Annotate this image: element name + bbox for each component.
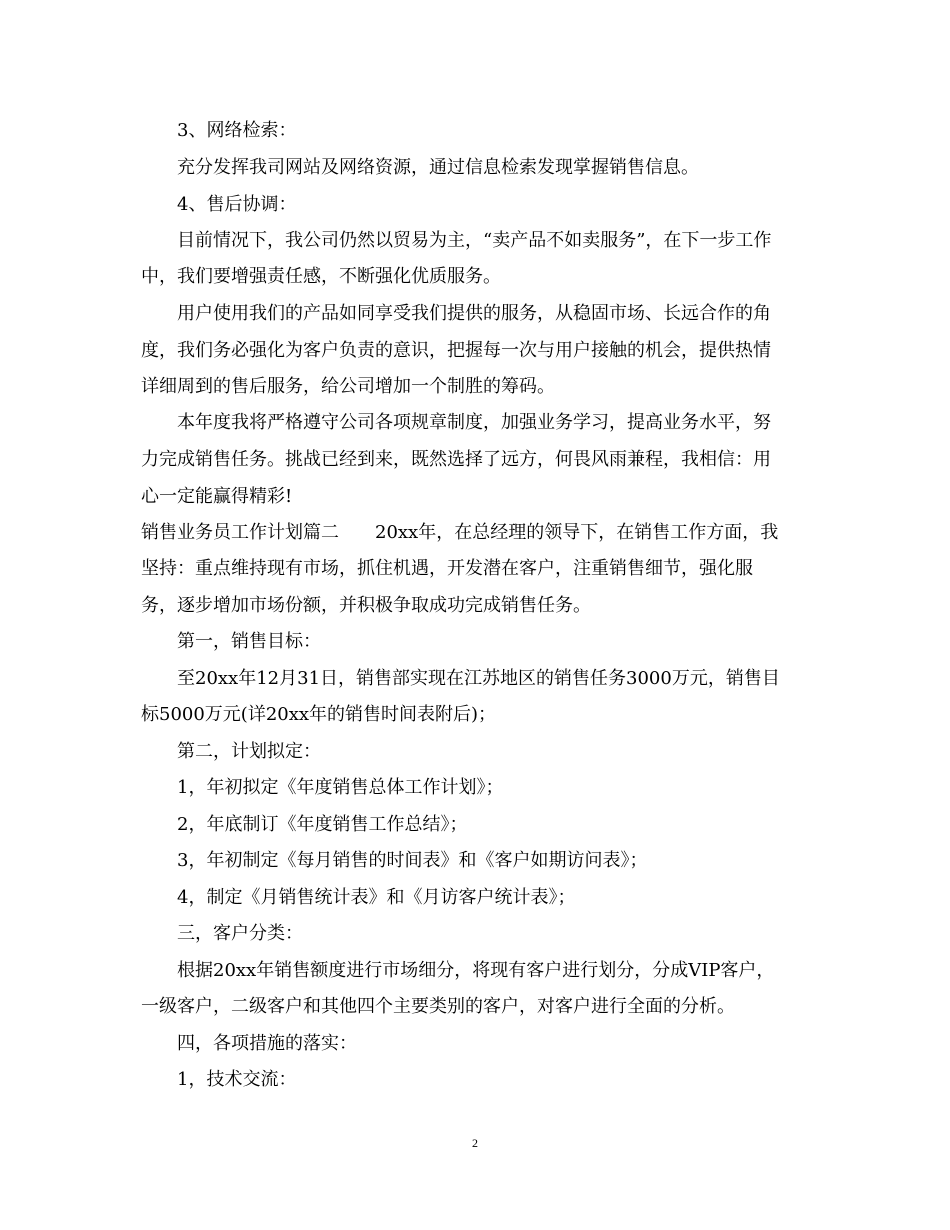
body-line: 2，年底制订《年度销售工作总结》；: [177, 814, 468, 835]
body-line: 第二，计划拟定：: [177, 741, 321, 762]
body-line: 4，制定《月销售统计表》和《月访客户统计表》；: [177, 887, 576, 908]
body-line: 用户使用我们的产品如同享受我们提供的服务，从稳固市场、长远合作的角: [177, 303, 771, 324]
body-line: 一级客户，二级客户和其他四个主要类别的客户，对客户进行全面的分析。: [141, 996, 735, 1017]
body-line: 四，各项措施的落实：: [177, 1033, 357, 1054]
body-line: 三，客户分类：: [177, 923, 303, 944]
body-line: 心一定能赢得精彩!: [141, 486, 293, 507]
body-line: 至20xx年12月31日，销售部实现在江苏地区的销售任务3000万元，销售目: [177, 668, 780, 689]
body-line: 1，技术交流：: [177, 1069, 297, 1090]
body-line: 1，年初拟定《年度销售总体工作计划》；: [177, 777, 504, 798]
body-line: 目前情况下，我公司仍然以贸易为主，“卖产品不如卖服务”，在下一步工作: [177, 230, 772, 251]
body-line: 中，我们要增强责任感，不断强化优质服务。: [141, 266, 501, 287]
body-line: 度，我们务必强化为客户负责的意识，把握每一次与用户接触的机会，提供热情: [141, 340, 771, 361]
body-line: 本年度我将严格遵守公司各项规章制度，加强业务学习，提高业务水平，努: [177, 412, 771, 433]
body-line: 标5000万元(详20xx年的销售时间表附后)；: [141, 704, 497, 725]
page-number: 2: [472, 1136, 478, 1150]
section-heading-line: 销售业务员工作计划篇二 20xx年，在总经理的领导下，在销售工作方面，我: [141, 522, 779, 543]
body-line: 务，逐步增加市场份额，并积极争取成功完成销售任务。: [141, 595, 591, 616]
body-line: 详细周到的售后服务，给公司增加一个制胜的筹码。: [141, 376, 555, 397]
body-line: 根据20xx年销售额度进行市场细分，将现有客户进行划分，分成VIP客户，: [177, 960, 775, 981]
body-line: 第一，销售目标：: [177, 631, 321, 652]
body-line: 充分发挥我司网站及网络资源，通过信息检索发现掌握销售信息。: [177, 157, 699, 178]
body-line: 力完成销售任务。挑战已经到来，既然选择了远方，何畏风雨兼程，我相信：用: [141, 449, 771, 470]
body-line: 3，年初制定《每月销售的时间表》和《客户如期访问表》；: [177, 850, 648, 871]
body-line: 坚持：重点维持现有市场，抓住机遇，开发潜在客户，注重销售细节，强化服: [141, 558, 753, 579]
body-line: 4、售后协调：: [177, 194, 297, 215]
body-line: 3、网络检索：: [177, 120, 297, 141]
